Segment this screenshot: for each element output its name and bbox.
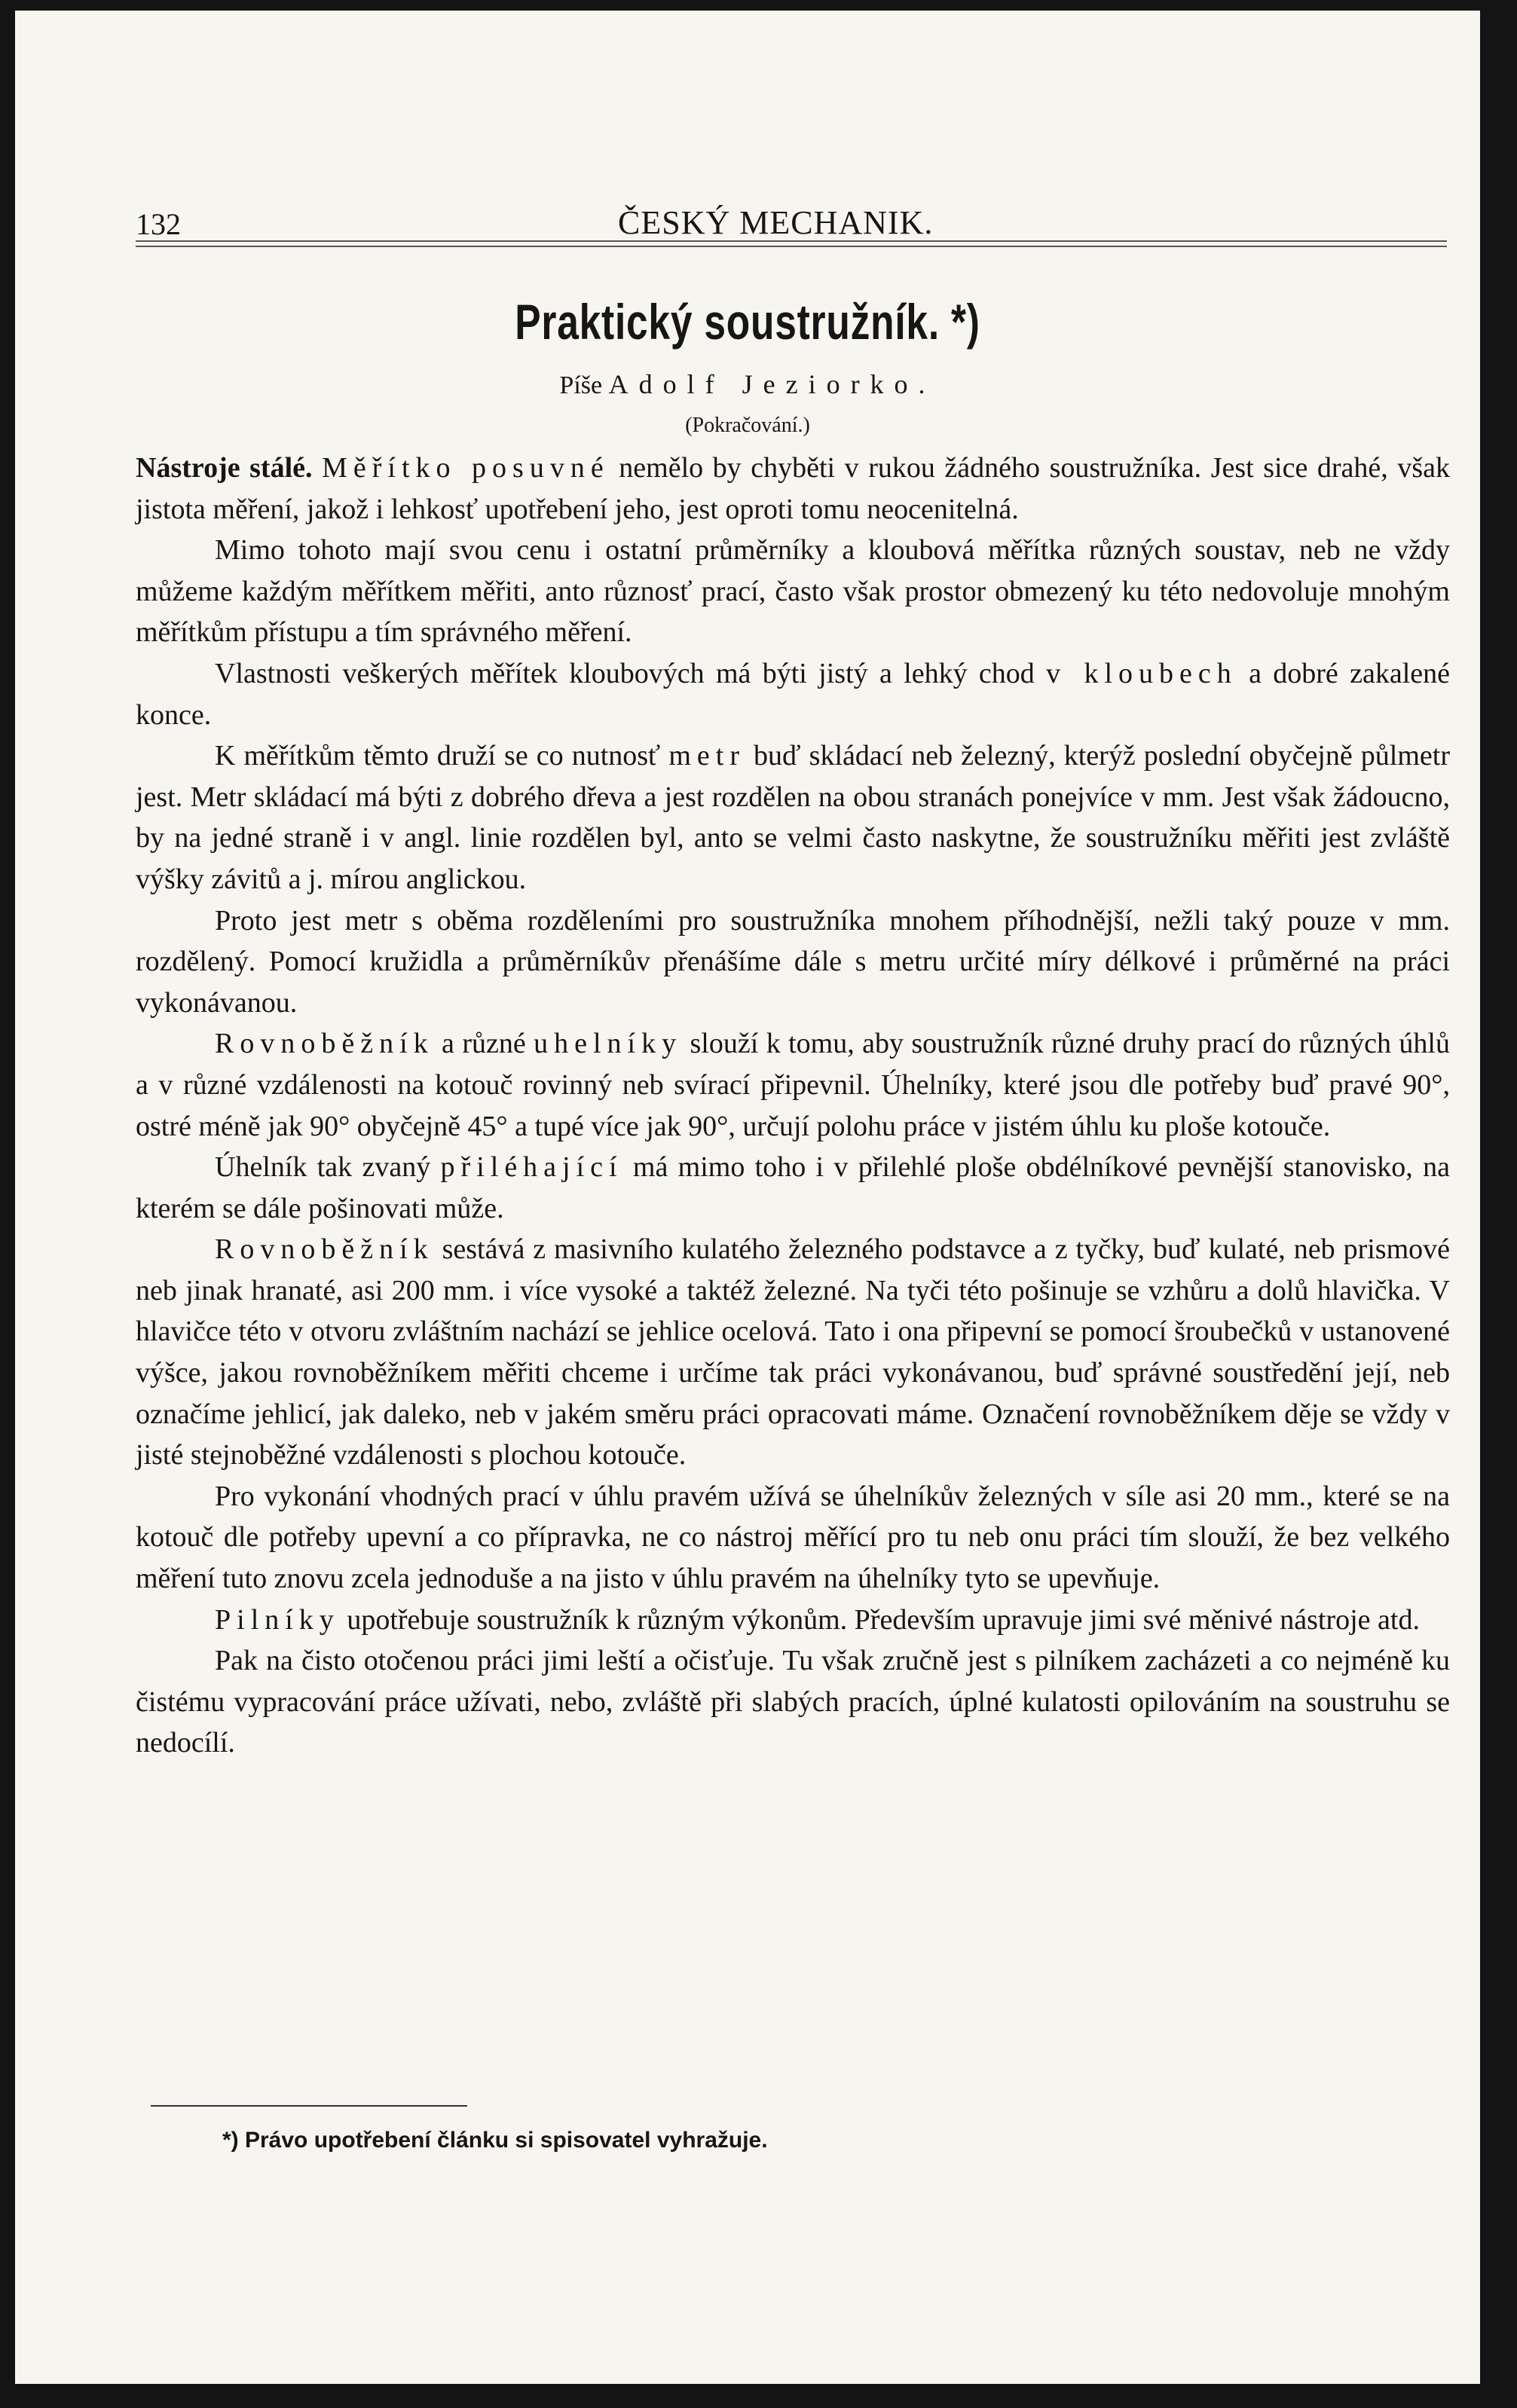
paragraph-text: slouží k tomu, aby soustružník různé druhy prací do různých úhlů a v různé vzdálenosti na kotouč rovinný neb svírací připevnil. Úhelníky, které jsou dle potřeby buď pravé 90°, ostré méně jak 90° obyčejně 45° a tupé více jak 90°, určují polohu práce v jistém úhlu ku ploše kotouče. (136, 1028, 1450, 1142)
header-rule-double (136, 246, 1447, 247)
author-name: Adolf Jeziorko. (608, 369, 936, 399)
paragraph-5 (136, 900, 1450, 1024)
footnote: *) Právo upotřebení článku si spisovatel vyhražuje. (222, 2128, 768, 2153)
byline-prefix: Píše (559, 371, 603, 399)
paragraph-10 (136, 1600, 1450, 1641)
paragraph-1 (136, 448, 1450, 530)
journal-title: ČESKÝ MECHANIK. (618, 204, 934, 241)
paragraph-text: Pak na čisto otočenou práci jimi leští a očisťuje. Tu však zručně jest s pilníkem zacházeti a co nejméně ku čistému vypracování práce užívati, nebo, zvláště při slabých pracích, úplné kulatosti opilováním na soustruhu se nedocílí. (136, 1645, 1450, 1759)
paragraph-text: K měřítkům těmto druží se co nutnosť (215, 740, 669, 772)
paragraph-4 (136, 735, 1450, 900)
footnote-rule (151, 2105, 467, 2107)
book-page (15, 11, 1480, 2384)
article-title: Praktický soustružník. *) (515, 294, 980, 350)
spaced-term: Pilníky (215, 1603, 340, 1636)
paragraph-text: Mimo tohoto mají svou cenu i ostatní průměrníky a kloubová měřítka různých soustav, neb ne vždy můžeme každým měřítkem měřiti, anto různosť prací, často však prostor obmezený ku této nedovoluje mnohým měřítkům přístupu a tím správného měření. (136, 534, 1450, 649)
paragraph-text: Úhelník tak zvaný (215, 1151, 441, 1184)
paragraph-text: a různé (433, 1028, 534, 1060)
paragraph-11 (136, 1640, 1450, 1764)
paragraph-7 (136, 1147, 1450, 1229)
paragraph-9 (136, 1476, 1450, 1600)
paragraph-text: upotřebuje soustružník k různým výkonům. Především upravuje jimi své měnivé nástroje atd. (339, 1603, 1420, 1636)
paragraph-text: má mimo toho i v přilehlé ploše obdélníkové pevnější stanovisko, na kterém se dále pošinovati může. (136, 1151, 1450, 1224)
paragraph-text: Proto jest metr s oběma rozděleními pro soustružníka mnohem příhodnější, nežli taký pouze v mm. rozdělený. Pomocí kružidla a průměrníkův přenášíme dále s metru určité míry délkové i průměrné na práci vykonávanou. (136, 904, 1450, 1019)
page-header (136, 199, 1447, 244)
paragraph-6 (136, 1023, 1450, 1147)
paragraph-2 (136, 530, 1450, 653)
paragraph-text: Vlastnosti veškerých měřítek kloubových má býti jistý a lehký chod (215, 657, 1047, 689)
paragraph-text: Pro vykonání vhodných prací v úhlu pravém užívá se úhelníkův železných v síle asi 20 mm., které se na kotouč dle potřeby upevní a co přípravka, ne co nástroj měřící pro tu neb onu práci tím slouží, že bez velkého měření tuto znovu zcela jednoduše a na jisto v úhlu pravém na úhelníky tyto se upevňuje. (136, 1480, 1450, 1595)
spaced-term: v kloubech (1046, 657, 1237, 689)
section-heading: Nástroje stálé. (136, 452, 313, 484)
paragraph-text: sestává z masivního kulatého železného podstavce a z tyčky, buď kulaté, neb prismové neb jinak hranaté, asi 200 mm. i více vysoké a taktéž železné. Na tyči této pošinuje se vzhůru a dolů hlavička. V hlavičce této v otvoru zvláštním nachází se jehlice ocelová. Tato i ona připevní se pomocí šroubečků v ustanovené výšce, jakou rovnoběžníkem měřiti chceme i určíme tak práci vykonávanou, buď správné soustředění její, neb označíme jehlicí, jak daleko, neb v jakém směru práci opracovati máme. Označení rovnoběžníkem děje se vždy v jisté stejnoběžné vzdálenosti s plochou kotouče. (136, 1233, 1450, 1471)
page-number: 132 (136, 207, 181, 241)
header-rule (136, 240, 1447, 242)
paragraph-text: buď skládací neb železný, kterýž poslední obyčejně půlmetr jest. Metr skládací má býti z dobrého dřeva a jest rozdělen na obou stranách ponejvíce v mm. Jest však žádoucno, by na jedné straně i v angl. linie rozdělen byl, anto se velmi často naskytne, že soustružníku měřiti jest zvláště výšky závitů a j. mírou anglickou. (136, 740, 1450, 895)
spaced-term: metr (668, 740, 745, 772)
spaced-term: Rovnoběžník (215, 1233, 434, 1266)
spaced-term: přiléhající (440, 1151, 623, 1184)
byline (15, 368, 1480, 400)
spaced-term: Měřítko posuvné (322, 452, 610, 484)
paragraph-text: a dobré zakalené konce. (136, 657, 1451, 731)
spaced-term: uhelníky (534, 1028, 683, 1060)
article-body (136, 448, 1450, 1764)
paragraph-8 (136, 1229, 1450, 1476)
paragraph-text: nemělo by chyběti v rukou žádného soustružníka. Jest sice drahé, však jistota měření, jakož i lehkosť upotřebení jeho, jest oproti tomu neocenitelná. (136, 452, 1451, 525)
spaced-term: Rovnoběžník (215, 1028, 434, 1060)
continued-note: (Pokračování.) (685, 414, 810, 437)
paragraph-3 (136, 653, 1450, 735)
